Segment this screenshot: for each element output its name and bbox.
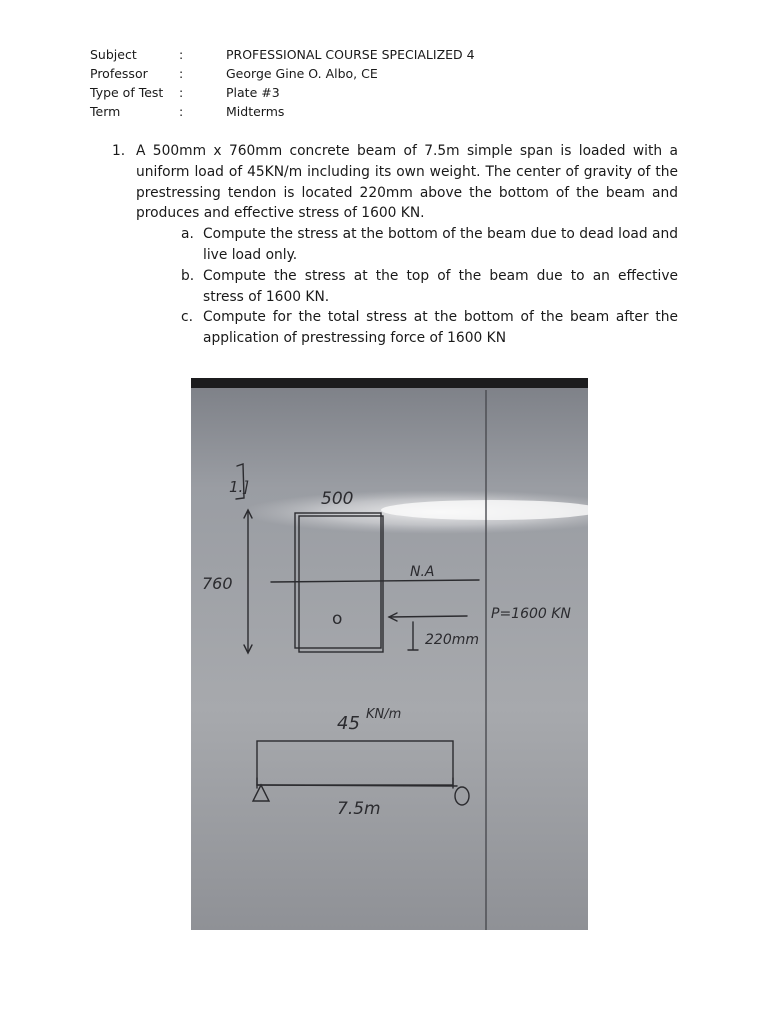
sub-question-b (181, 266, 678, 308)
tendon-centroid-mark: o (332, 609, 343, 629)
beam-elevation-line (257, 785, 457, 786)
sub-question-letter: b. (181, 267, 195, 284)
test-type-colon: : (179, 85, 184, 100)
professor-value: George Gine O. Albo, CE (226, 66, 378, 81)
professor-colon: : (179, 66, 184, 81)
sub-question-letter: a. (181, 226, 194, 243)
prestress-force-arrow (389, 616, 467, 617)
load-value-label: 45 (337, 713, 360, 734)
load-unit-label: KN/m (366, 707, 402, 722)
subject-colon: : (179, 47, 184, 62)
whiteboard-photo (191, 378, 588, 930)
sub-question-text: Compute the stress at the top of the beam due to an effective stress of 1600 KN. (203, 267, 678, 305)
sub-question-a (181, 224, 678, 266)
span-label: 7.5m (337, 799, 381, 819)
problem-statement (112, 141, 678, 349)
subject-value: PROFESSIONAL COURSE SPECIALIZED 4 (226, 47, 475, 62)
board-top-frame (191, 378, 588, 388)
term-value: Midterms (226, 104, 285, 119)
width-label: 500 (321, 489, 354, 509)
subject-label: Subject (90, 47, 137, 62)
prestress-force-label: P=1600 KN (491, 606, 571, 622)
question-number: 1. (112, 143, 126, 159)
board-surface (191, 378, 588, 930)
whiteboard-sketch (191, 378, 588, 930)
test-type-value: Plate #3 (226, 85, 280, 100)
depth-label: 760 (202, 574, 233, 593)
corner-mark-text: 1.] (229, 478, 250, 496)
term-colon: : (179, 104, 184, 119)
question-text: A 500mm x 760mm concrete beam of 7.5m simple span is loaded with a uniform load of 45KN/m including its own weight. The center of gravity of the prestressing tendon is located 220mm above the bottom of the beam and produces and effective stress of 1600 KN. (136, 143, 678, 222)
eccentricity-label: 220mm (425, 632, 479, 648)
neutral-axis-label: N.A (410, 564, 435, 580)
sub-question-letter: c. (181, 309, 193, 326)
test-type-label: Type of Test (90, 85, 164, 100)
sub-question-c (181, 307, 678, 349)
sub-question-list (181, 224, 678, 349)
professor-label: Professor (90, 66, 148, 81)
term-label: Term (90, 104, 121, 119)
sub-question-text: Compute the stress at the bottom of the beam due to dead load and live load only. (203, 226, 678, 263)
sub-question-text: Compute for the total stress at the bottom of the beam after the application of prestressing force of 1600 KN (203, 309, 678, 347)
